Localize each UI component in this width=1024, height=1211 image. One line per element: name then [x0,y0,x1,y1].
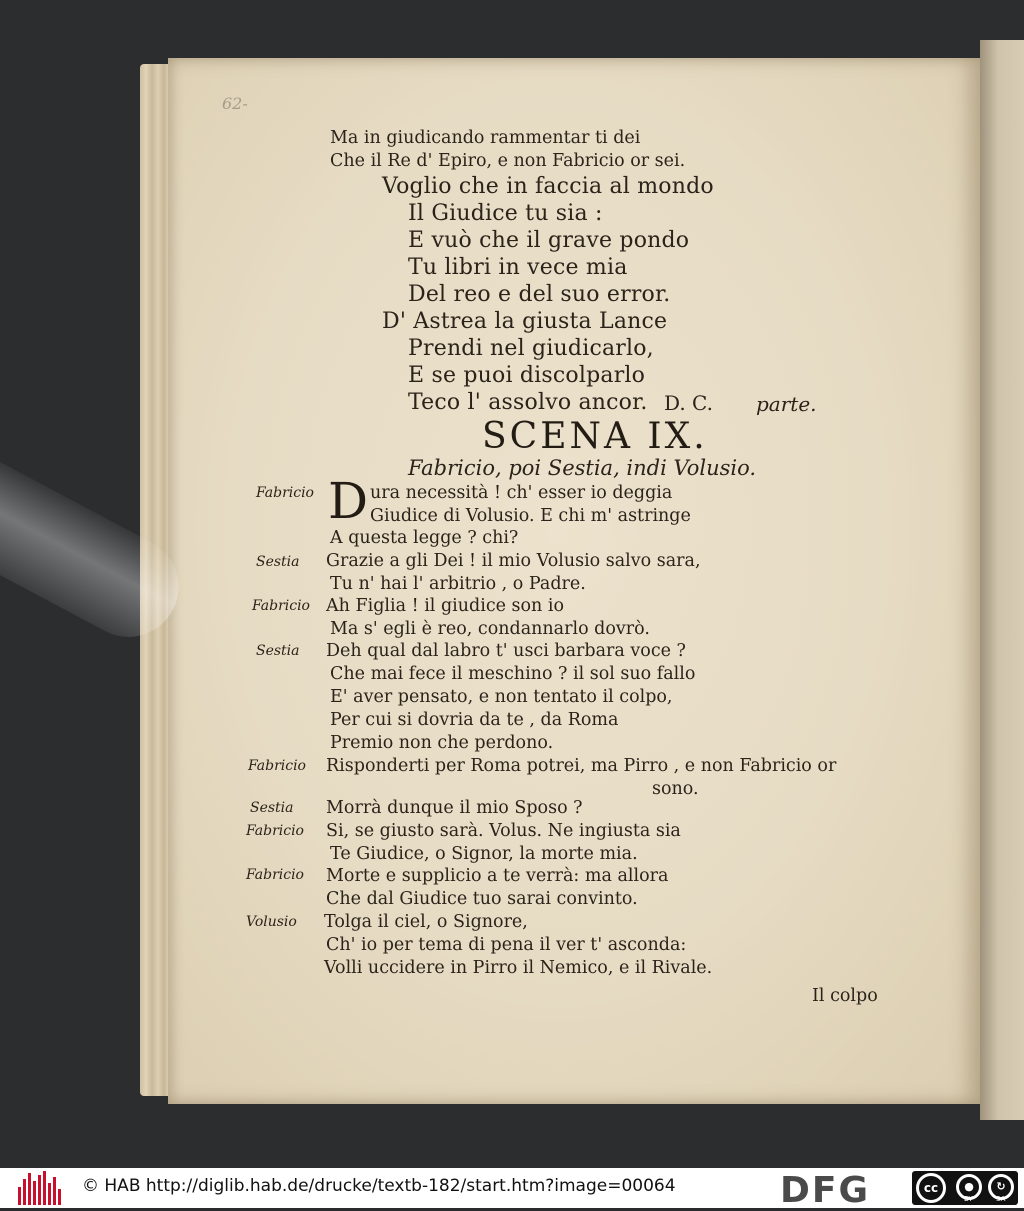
text-line: Voglio che in faccia al mondo [382,174,714,199]
catchword: Il colpo [812,986,878,1006]
pencil-page-note: 62- [222,94,248,113]
dialogue-line: Risponderti per Roma potrei, ma Pirro , e non Fabricio or [326,756,837,776]
dialogue-line: ura necessità ! ch' esser io deggia [370,483,673,503]
copyright-link[interactable]: © HAB http://diglib.hab.de/drucke/textb-182/start.htm?image=00064 [82,1176,676,1196]
speaker-label: Fabricio [256,485,314,501]
scene-cast: Fabricio, poi Sestia, indi Volusio. [408,456,757,480]
text-line: E vuò che il grave pondo [408,228,690,253]
dialogue-line: Volli uccidere in Pirro il Nemico, e il Rivale. [324,958,713,978]
speaker-label: Volusio [246,914,297,930]
text-line: Prendi nel giudicarlo, [408,336,654,361]
dialogue-line: Tu n' hai l' arbitrio , o Padre. [330,574,586,594]
dialogue-line: sono. [652,779,699,799]
dialogue-line: Premio non che perdono. [330,733,554,753]
speaker-label: Sestia [256,643,300,659]
drop-cap: D [328,472,369,530]
speaker-label: Fabricio [246,867,304,883]
text-line: D' Astrea la giusta Lance [382,309,668,334]
speaker-label: Fabricio [246,823,304,839]
da-capo-mark: D. C. [664,391,713,415]
text-line: Che il Re d' Epiro, e non Fabricio or sei. [330,151,686,171]
share-alike-icon: ↻ [988,1174,1014,1200]
dialogue-line: Te Giudice, o Signor, la morte mia. [330,844,638,864]
cc-icon: cc [916,1173,946,1203]
dialogue-line: Deh qual dal labro t' usci barbara voce ? [326,641,686,661]
text-line: Il Giudice tu sia : [408,201,603,226]
dialogue-line: Che mai fece il meschino ? il sol suo fallo [330,664,696,684]
dialogue-line: Ah Figlia ! il giudice son io [326,596,565,616]
dialogue-line: E' aver pensato, e non tentato il colpo, [330,687,673,707]
speaker-label: Sestia [250,800,294,816]
dialogue-line: Morrà dunque il mio Sposo ? [326,798,583,818]
text-line: Del reo e del suo error. [408,282,671,307]
dialogue-line: Per cui si dovria da te , da Roma [330,710,619,730]
scene-title: SCENA IX. [482,416,708,457]
adjacent-page-edge [980,40,1024,1120]
cc-license-badge[interactable] [912,1171,1018,1205]
speaker-label: Sestia [256,554,300,570]
dialogue-line: Morte e supplicio a te verrà: ma allora [326,866,669,886]
hab-logo-icon [18,1171,64,1205]
speaker-label: Fabricio [252,598,310,614]
text-line: E se puoi discolparlo [408,363,646,388]
dialogue-line: A questa legge ? chi? [330,528,519,548]
catchword-parte: parte. [756,392,817,416]
text-line: Ma in giudicando rammentar ti dei [330,128,641,148]
dialogue-line: Giudice di Volusio. E chi m' astringe [370,506,691,526]
dialogue-line: Tolga il ciel, o Signore, [324,912,528,932]
dialogue-line: Ch' io per tema di pena il ver t' asconda: [326,935,687,955]
dfg-logo: DFG [780,1170,871,1211]
text-line: Teco l' assolvo ancor. [408,390,648,415]
dialogue-line: Ma s' egli è reo, condannarlo dovrò. [330,619,650,639]
text-line: Tu libri in vece mia [408,255,628,280]
dialogue-line: Che dal Giudice tuo sarai convinto. [326,889,638,909]
sa-label: SA [996,1195,1006,1203]
by-attribution-icon: ● [956,1174,982,1200]
dialogue-line: Grazie a gli Dei ! il mio Volusio salvo sara, [326,551,701,571]
speaker-label: Fabricio [248,758,306,774]
by-label: BY [964,1195,973,1203]
dialogue-line: Si, se giusto sarà. Volus. Ne ingiusta sia [326,821,681,841]
